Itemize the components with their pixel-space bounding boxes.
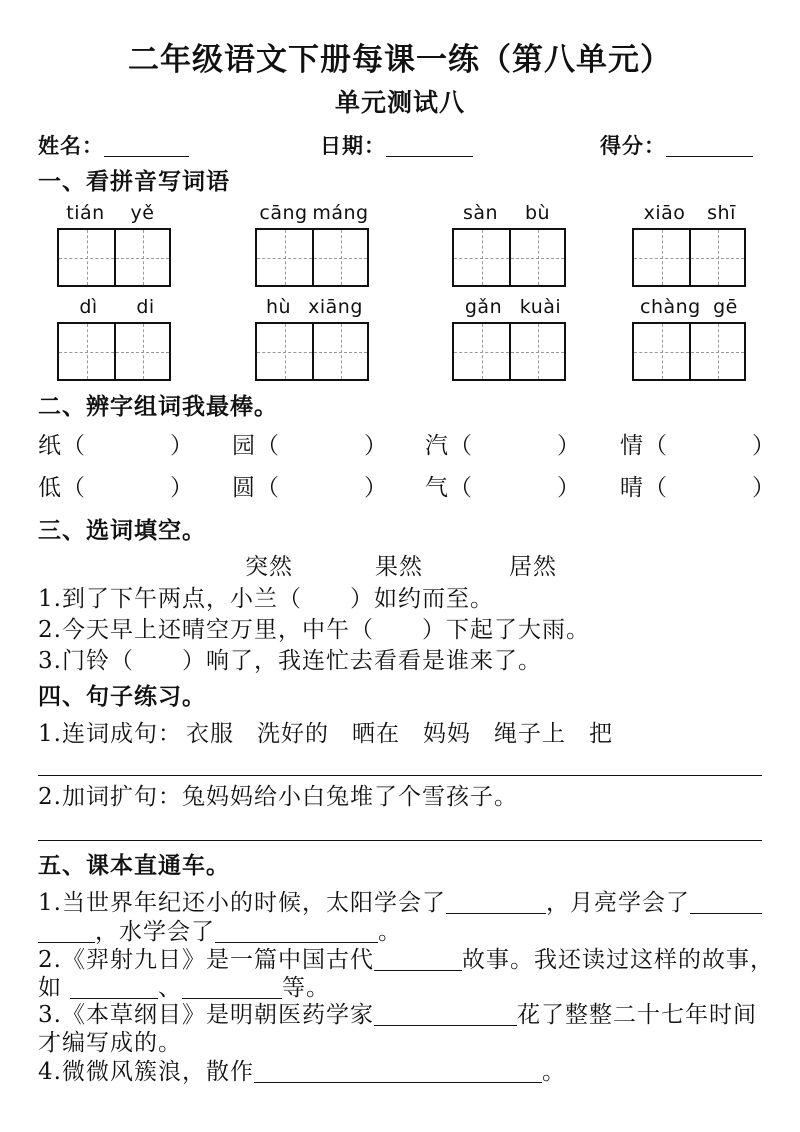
writing-cell — [312, 324, 367, 379]
textbook-question-2-cont — [38, 973, 330, 1003]
pinyin-pair — [455, 295, 569, 319]
question-text: 、 — [158, 975, 182, 1001]
writing-cell — [59, 230, 114, 285]
question-text: 故事。我还读过这样的故事， — [461, 947, 774, 973]
writing-cell — [114, 324, 169, 379]
writing-grid — [57, 322, 171, 381]
writing-grid — [452, 322, 566, 381]
word-formation-item — [425, 473, 581, 503]
pinyin-pair — [60, 295, 174, 319]
writing-cell — [634, 324, 689, 379]
writing-grid — [255, 228, 369, 287]
pinyin-syllable: yě — [130, 202, 155, 224]
pinyin-pair — [250, 295, 364, 319]
character: 园 — [232, 433, 256, 459]
writing-cell — [454, 324, 509, 379]
question-text: 花了整整二十七年时间 — [516, 1002, 757, 1028]
writing-grid — [57, 228, 171, 287]
pinyin-syllable: máng — [312, 202, 369, 224]
word-formation-item — [620, 431, 776, 461]
pinyin-syllable: sàn — [462, 202, 499, 224]
pinyin-pair — [255, 201, 369, 225]
section3-heading: 三、选词填空。 — [38, 518, 206, 544]
character: 气 — [425, 475, 449, 501]
pinyin-pair — [636, 201, 750, 225]
pinyin-syllable: kuài — [519, 296, 562, 318]
character: 圆 — [232, 475, 256, 501]
word-formation-item — [232, 473, 388, 503]
question-text: 如 — [38, 975, 62, 1001]
paren-open: （ — [62, 475, 86, 501]
paren-close: ） — [364, 475, 388, 501]
paren-open: （ — [449, 433, 473, 459]
writing-cell — [257, 324, 312, 379]
question-text: 1.当世界年纪还小的时候，太阳学会了 — [38, 890, 446, 916]
word-chip: 衣服 — [185, 721, 234, 747]
name-field — [38, 131, 189, 161]
word-chip: 绳子上 — [493, 721, 566, 747]
answer-blank — [690, 894, 762, 914]
paren-close: ） — [557, 475, 581, 501]
pinyin-syllable: gē — [713, 296, 738, 318]
character: 晴 — [620, 475, 644, 501]
paren-open: （ — [256, 475, 280, 501]
writing-cell — [634, 230, 689, 285]
paren-close: ） — [364, 433, 388, 459]
writing-cell — [59, 324, 114, 379]
score-label: 得分： — [600, 134, 666, 158]
name-label: 姓名： — [38, 134, 104, 158]
answer-line — [38, 840, 762, 841]
word-formation-item — [620, 473, 776, 503]
fill-blank-sentence: 3.门铃（ ）响了，我连忙去看看是谁来了。 — [38, 648, 542, 674]
pinyin-syllable: tián — [66, 202, 105, 224]
answer-blank — [374, 1006, 517, 1026]
word-option: 突然 — [245, 554, 293, 580]
pinyin-syllable: shī — [707, 202, 736, 224]
pinyin-pair — [452, 201, 566, 225]
writing-cell — [312, 230, 367, 285]
pinyin-syllable: hù — [265, 296, 292, 318]
writing-cell — [114, 230, 169, 285]
writing-grid — [632, 322, 746, 381]
paren-close: ） — [170, 433, 194, 459]
paren-open: （ — [644, 433, 668, 459]
question-text: ，水学会了 — [95, 919, 215, 945]
question-label: 2.加词扩句： — [38, 784, 182, 810]
question-text: ，月亮学会了 — [545, 890, 690, 916]
writing-grid — [255, 322, 369, 381]
question-text: 。 — [378, 919, 402, 945]
paren-open: （ — [644, 475, 668, 501]
pinyin-syllable: xiāng — [308, 296, 363, 318]
pinyin-syllable: chàng — [640, 296, 701, 318]
date-field — [320, 131, 473, 161]
question-text: 等。 — [282, 975, 330, 1001]
word-option: 果然 — [375, 554, 423, 580]
date-label: 日期： — [320, 134, 386, 158]
question-text: 3.《本草纲目》是明朝医药学家 — [38, 1002, 374, 1028]
pinyin-pair — [57, 201, 171, 225]
writing-cell — [257, 230, 312, 285]
word-option: 居然 — [509, 554, 557, 580]
section5-heading: 五、课本直通车。 — [38, 853, 230, 879]
textbook-question-3 — [38, 1000, 757, 1030]
question-label: 1.连词成句： — [38, 721, 182, 747]
question-text: 4.微微风簇浪，散作 — [38, 1059, 254, 1085]
sentence-building-question — [38, 719, 636, 749]
word-chip: 妈妈 — [422, 721, 471, 747]
word-formation-item — [38, 473, 194, 503]
paren-open: （ — [449, 475, 473, 501]
writing-grid — [452, 228, 566, 287]
paren-open: （ — [62, 433, 86, 459]
word-chip: 洗好的 — [256, 721, 329, 747]
character: 低 — [38, 475, 62, 501]
pinyin-syllable: xiāo — [643, 202, 686, 224]
pinyin-syllable: di — [136, 296, 155, 318]
question-text: 。 — [541, 1059, 566, 1085]
answer-blank — [446, 894, 546, 914]
word-formation-item — [232, 431, 388, 461]
pinyin-syllable: bù — [524, 202, 551, 224]
fill-blank-sentence: 1.到了下午两点，小兰（ ）如约而至。 — [38, 586, 494, 612]
worksheet-title: 二年级语文下册每课一练（第八单元） — [128, 42, 672, 78]
answer-blank — [38, 923, 95, 943]
paren-close: ） — [170, 475, 194, 501]
section2-heading: 二、辨字组词我最棒。 — [38, 394, 278, 420]
section1-heading: 一、看拼音写词语 — [38, 169, 230, 195]
answer-blank — [254, 1063, 542, 1083]
date-blank — [386, 137, 473, 157]
answer-blank — [182, 979, 282, 999]
answer-blank — [215, 923, 378, 943]
textbook-question-3-cont — [38, 1028, 182, 1058]
textbook-question-1-cont — [38, 917, 402, 947]
writing-cell — [689, 324, 744, 379]
pinyin-syllable: gǎn — [464, 296, 503, 318]
textbook-question-1 — [38, 888, 762, 918]
word-formation-item — [38, 431, 194, 461]
word-chip: 晒在 — [351, 721, 400, 747]
writing-grid — [632, 228, 746, 287]
paren-close: ） — [752, 433, 776, 459]
writing-cell — [509, 324, 564, 379]
question-text: 才编写成的。 — [38, 1030, 182, 1056]
writing-cell — [454, 230, 509, 285]
word-formation-item — [425, 431, 581, 461]
character: 纸 — [38, 433, 62, 459]
textbook-question-4 — [38, 1057, 566, 1087]
answer-blank — [70, 979, 158, 999]
fill-blank-sentence: 2.今天早上还晴空万里，中午（ ）下起了大雨。 — [38, 617, 590, 643]
question-sentence: 兔妈妈给小白兔堆了个雪孩子。 — [181, 784, 518, 810]
character: 汽 — [425, 433, 449, 459]
word-chip: 把 — [588, 721, 613, 747]
word-list — [186, 719, 636, 749]
paren-close: ） — [557, 433, 581, 459]
paren-open: （ — [256, 433, 280, 459]
sentence-expansion-question — [38, 782, 518, 812]
writing-cell — [689, 230, 744, 285]
section4-heading: 四、句子练习。 — [38, 684, 206, 710]
worksheet-subtitle: 单元测试八 — [334, 88, 465, 117]
pinyin-pair — [640, 295, 754, 319]
answer-line — [38, 775, 762, 776]
name-blank — [104, 137, 189, 157]
writing-cell — [509, 230, 564, 285]
character: 情 — [620, 433, 644, 459]
score-field — [600, 131, 753, 161]
question-text: 2.《羿射九日》是一篇中国古代 — [38, 947, 374, 973]
answer-blank — [374, 951, 462, 971]
score-blank — [666, 137, 753, 157]
textbook-question-2 — [38, 945, 774, 975]
pinyin-syllable: dì — [79, 296, 98, 318]
paren-close: ） — [752, 475, 776, 501]
pinyin-syllable: cāng — [259, 202, 308, 224]
